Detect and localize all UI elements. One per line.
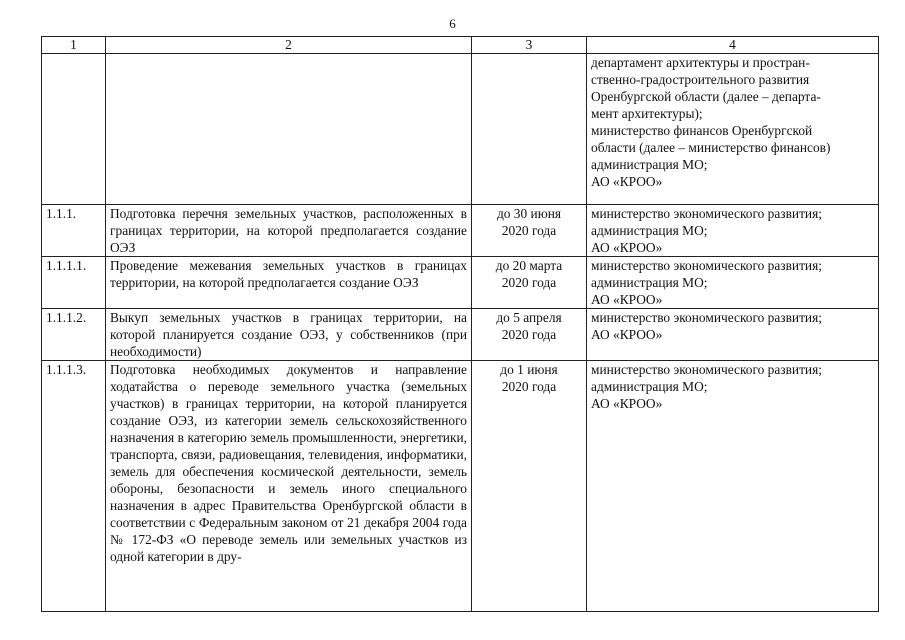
responsible-line: АО «КРОО»	[591, 240, 663, 255]
row-deadline	[472, 309, 587, 361]
deadline-line: до 5 апреля	[496, 310, 562, 325]
responsible-line: министерство экономического развития;	[591, 310, 822, 325]
row-description: Подготовка необходимых документов и направление ходатайства о переводе земельного участка (земельных участков) в границах территории, на которой планируется создание ОЭЗ, из категории земель сельскохозяйственного назначения в категорию земель промышленности, энергетики, транспорта, связи, радиовещания, телевидения, информатики, земель для обеспечения космической деятельности, земель обороны, безопасности и земель иного специального назначения в адрес Правительства Оренбургской области в соответствии с Федеральным законом от 21 декабря 2004 года № 172-ФЗ «О переводе земель или земельных участков из одной категории в дру-	[106, 361, 472, 612]
header-col-1: 1	[42, 37, 106, 54]
cell-responsible	[587, 54, 879, 205]
row-responsible	[587, 205, 879, 257]
table-row	[42, 309, 879, 361]
header-col-2: 2	[106, 37, 472, 54]
cell-deadline	[472, 54, 587, 205]
responsible-line: администрация МО;	[591, 157, 708, 172]
responsible-line: администрация МО;	[591, 223, 708, 238]
responsible-line: мент архитектуры);	[591, 106, 703, 121]
header-row	[42, 37, 879, 54]
deadline-line: до 1 июня	[500, 362, 558, 377]
cell-description	[106, 54, 472, 205]
responsible-line: министерство экономического развития;	[591, 362, 822, 377]
responsible-line: области (далее – министерство финансов)	[591, 140, 831, 155]
responsible-line: администрация МО;	[591, 379, 708, 394]
row-deadline	[472, 205, 587, 257]
header-col-3: 3	[472, 37, 587, 54]
row-description: Подготовка перечня земельных участков, расположенных в границах территории, на которой предполагается создание ОЭЗ	[106, 205, 472, 257]
page-number: 6	[449, 16, 456, 31]
responsible-line: департамент архитектуры и простран-	[591, 55, 810, 70]
responsible-line: министерство экономического развития;	[591, 258, 822, 273]
deadline-line: до 30 июня	[496, 206, 562, 221]
responsible-line: Оренбургской области (далее – департа-	[591, 89, 821, 104]
row-number: 1.1.1.2.	[42, 309, 106, 361]
row-description: Выкуп земельных участков в границах территории, на которой планируется создание ОЭЗ, у собственников (при необходимости)	[106, 309, 472, 361]
deadline-line: 2020 года	[501, 275, 557, 290]
responsible-line: министерство экономического развития;	[591, 206, 822, 221]
table-row	[42, 205, 879, 257]
deadline-line: 2020 года	[501, 327, 557, 342]
row-responsible	[587, 361, 879, 612]
table-row	[42, 257, 879, 309]
responsible-line: администрация МО;	[591, 275, 708, 290]
row-deadline	[472, 361, 587, 612]
responsible-line: АО «КРОО»	[591, 327, 663, 342]
responsible-line: АО «КРОО»	[591, 396, 663, 411]
row-number: 1.1.1.1.	[42, 257, 106, 309]
row-number: 1.1.1.3.	[42, 361, 106, 612]
responsible-line: министерство финансов Оренбургской	[591, 123, 813, 138]
row-description: Проведение межевания земельных участков в границах территории, на которой предполагается создание ОЭЗ	[106, 257, 472, 309]
header-col-4: 4	[587, 37, 879, 54]
row-deadline	[472, 257, 587, 309]
responsible-line: ственно-градостроительного развития	[591, 72, 810, 87]
responsible-line: АО «КРОО»	[591, 174, 663, 189]
continuation-row	[42, 54, 879, 205]
deadline-line: 2020 года	[501, 379, 557, 394]
row-number: 1.1.1.	[42, 205, 106, 257]
plan-table	[41, 36, 879, 612]
cell-number	[42, 54, 106, 205]
row-responsible	[587, 309, 879, 361]
deadline-line: до 20 марта	[495, 258, 563, 273]
table-row	[42, 361, 879, 612]
deadline-line: 2020 года	[501, 223, 557, 238]
responsible-line: АО «КРОО»	[591, 292, 663, 307]
row-responsible	[587, 257, 879, 309]
